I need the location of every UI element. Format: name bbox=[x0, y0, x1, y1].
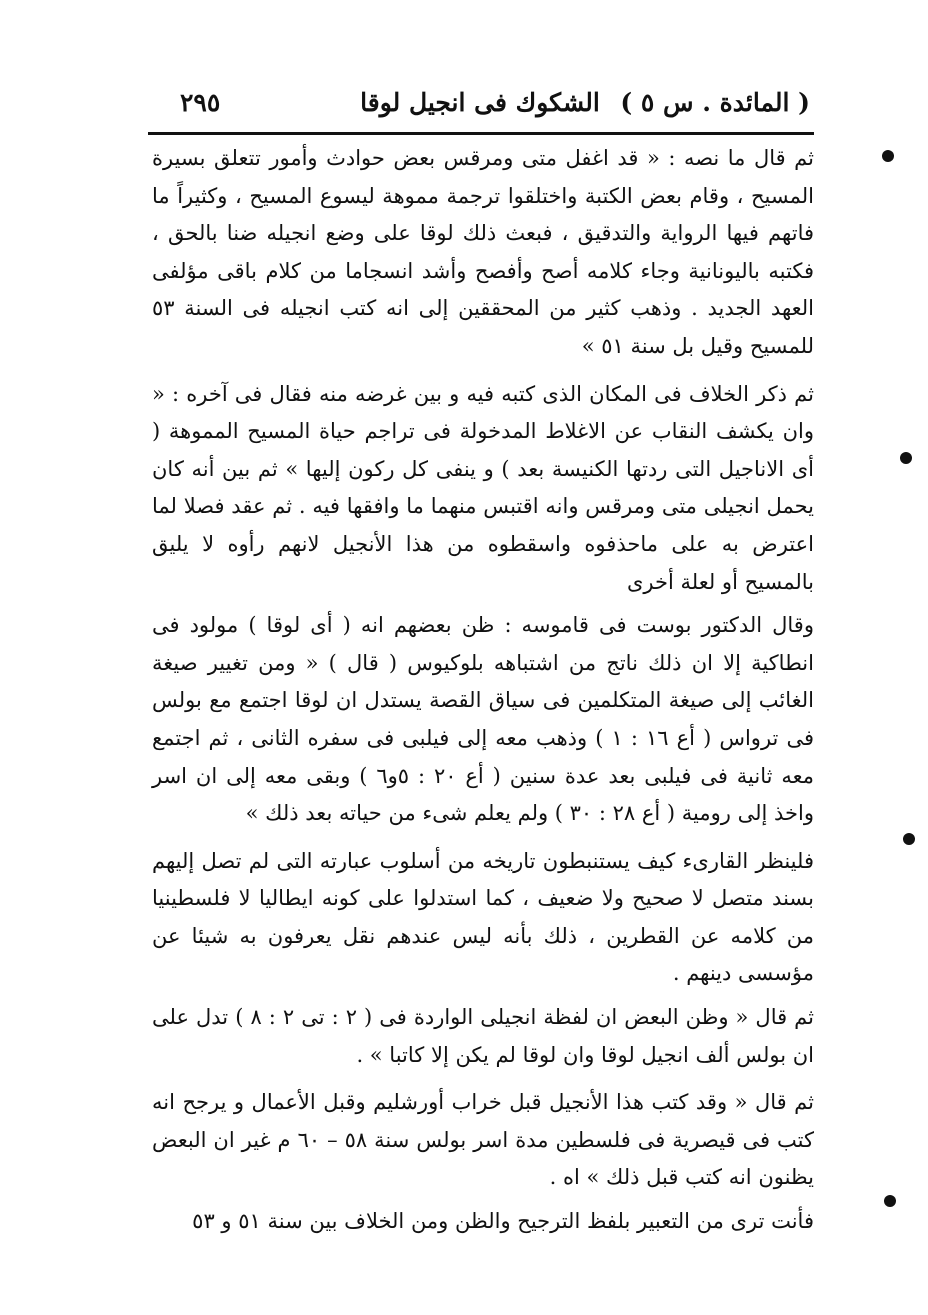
paragraph: وقال الدكتور بوست فى قاموسه : ظن بعضهم انه ( أى لوقا ) مولود فى انطاكية إلا ان ذلك ناتج من اشتباهه بلوكيوس ( قال ) « ومن تغيير صيغة الغائب إلى صيغة المتكلمين فى سياق القصة يستدل ان لوقا اجتمع مع بولس فى ترواس ( أع ١٦ : ١ ) وذهب معه إلى فيلبى فى سفره الثانى ، ثم اجتمع معه ثانية فى فيلبى بعد عدة سنين ( أع ٢٠ : ٥و٦ ) وبقى معه إلى ان اسر واخذ إلى رومية ( أع ٢٨ : ٣٠ ) ولم يعلم شىء من حياته بعد ذلك » bbox=[152, 613, 815, 826]
page-number: ٢٩٥ bbox=[180, 88, 221, 117]
body-text bbox=[152, 140, 814, 1241]
chapter-reference: ( المائدة . س ٥ ) bbox=[620, 88, 810, 117]
paragraph: فأنت ترى من التعبير بلفظ الترجيح والظن ومن الخلاف بين سنة ٥١ و ٥٣ bbox=[192, 1209, 814, 1234]
paragraph: ثم قال « وقد كتب هذا الأنجيل قبل خراب أورشليم وقبل الأعمال و يرجح انه كتب فى قيصرية فى فلسطين مدة اسر بولس سنة ٥٨ – ٦٠ م غير ان البعض يظنون انه كتب قبل ذلك » اه . bbox=[152, 1090, 815, 1190]
paragraph: ثم قال « وظن البعض ان لفظة انجيلى الواردة فى ( ٢ : تى ٢ : ٨ ) تدل على ان بولس ألف انجيل لوقا وان لوقا لم يكن إلا كاتبا » . bbox=[152, 1005, 814, 1067]
running-title: الشكوك فى انجيل لوقا bbox=[360, 88, 600, 117]
paragraph: ثم قال ما نصه : « قد اغفل متى ومرقس بعض حوادث وأمور تتعلق بسيرة المسيح ، وقام بعض الكتبة واختلقوا ترجمة مموهة ليسوع المسيح ، وكثيراً ما فاتهم فيها الرواية والتدقيق ، فبعث ذلك لوقا على وضع انجيله ضنا بالحق ، فكتبه باليونانية وجاء كلامه أصح وأفصح وأشد انسجاما من كلام باقى مؤلفى العهد الجديد . وذهب كثير من المحققين إلى انه كتب انجيله فى السنة ٥٣ للمسيح وقيل بل سنة ٥١ » bbox=[152, 146, 814, 358]
scan-speck bbox=[900, 452, 912, 464]
paragraph: فلينظر القارىء كيف يستنبطون تاريخه من أسلوب عبارته التى لم تصل إليهم بسند متصل لا صحيح ولا ضعيف ، كما استدلوا على كونه ايطاليا لا فلسطينيا من كلامه عن القطرين ، ذلك بأنه ليس عندهم نقل يعرفون به شيئا عن مؤسسى دينهم . bbox=[152, 848, 814, 986]
scan-speck bbox=[882, 150, 894, 162]
scan-speck bbox=[884, 1195, 896, 1207]
paragraph: ثم ذكر الخلاف فى المكان الذى كتبه فيه و بين غرضه منه فقال فى آخره : « وان يكشف النقاب عن الاغلاط المدخولة فى تراجم حياة المسيح المموهة ( أى الاناجيل التى ردتها الكنيسة بعد ) و ينفى كل ركون إليها » ثم بين أنه كان يحمل انجيلى متى ومرقس وانه اقتبس منهما ما وافقها فيه . ثم عقد فصلا لما اعترض به على ماحذفوه واسقطوه من هذا الأنجيل لانهم رأوه لا يليق بالمسيح أو لعلة أخرى bbox=[152, 381, 814, 594]
running-header bbox=[150, 88, 810, 128]
scan-speck bbox=[903, 833, 915, 845]
header-rule bbox=[148, 132, 814, 135]
